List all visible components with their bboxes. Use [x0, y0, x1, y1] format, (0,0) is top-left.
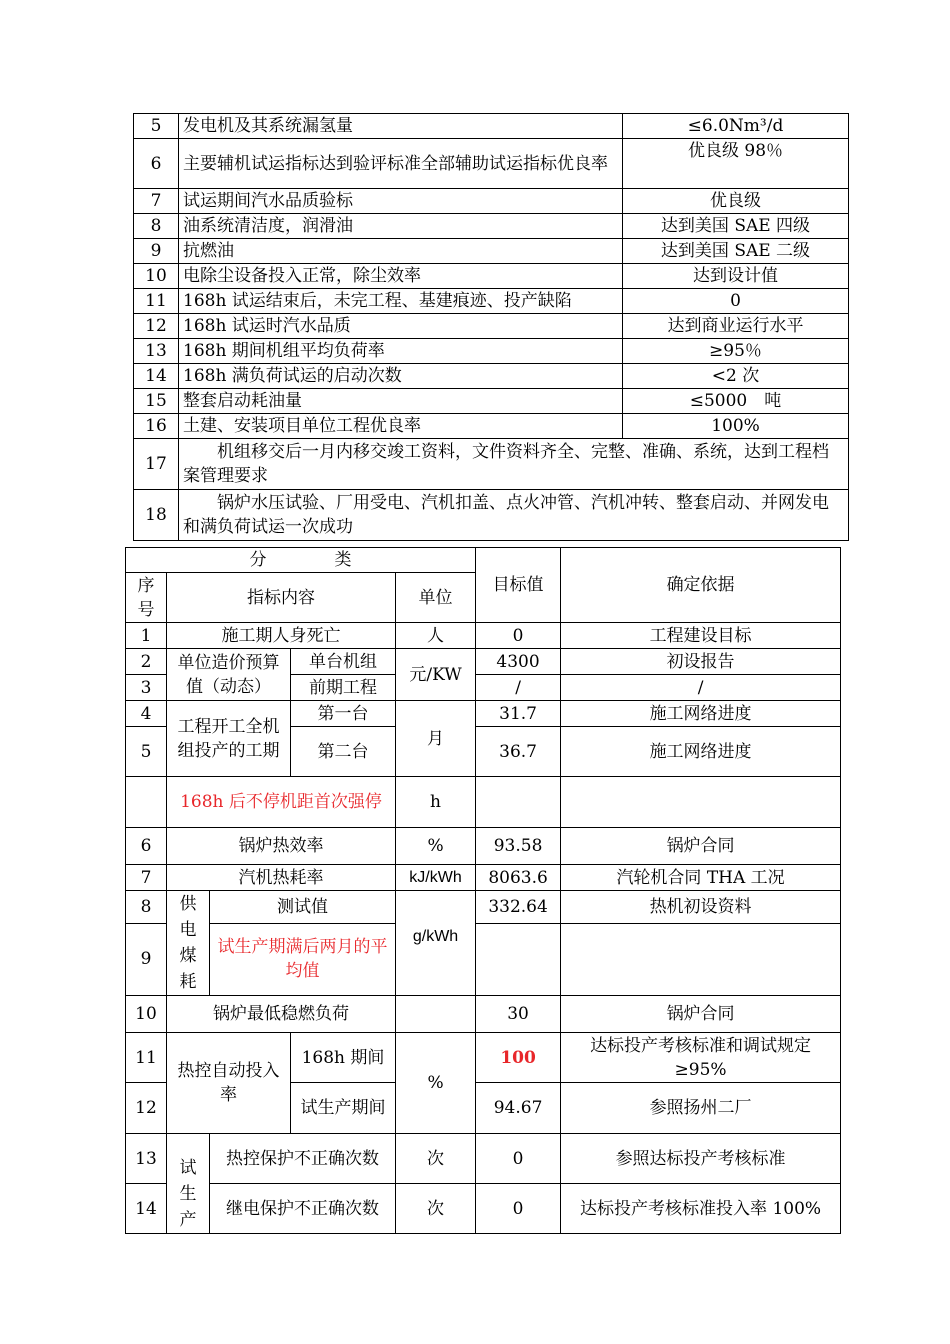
row-number: 7: [134, 189, 179, 214]
indicator-sub: 试生产期满后两月的平均值: [210, 923, 396, 995]
content-header: 指标内容: [167, 573, 396, 623]
row-value: 达到美国 SAE 二级: [623, 239, 849, 264]
basis-header: 确定依据: [561, 548, 841, 623]
row-value: 优良级: [623, 189, 849, 214]
indicator-content: 锅炉热效率: [167, 828, 396, 865]
unit-cell: %: [396, 1033, 476, 1134]
basis-cell: 锅炉合同: [561, 828, 841, 865]
row-value: 优良级 98％: [623, 139, 849, 189]
row-number: 9: [134, 239, 179, 264]
row-number: 12: [134, 314, 179, 339]
target-cell: [476, 923, 561, 995]
indicator-sub: 热控保护不正确次数: [210, 1134, 396, 1184]
target-cell: 30: [476, 996, 561, 1033]
row-value: 0: [623, 289, 849, 314]
target-cell: /: [476, 675, 561, 701]
row-item: 168h 试运结束后，未完工程、基建痕迹、投产缺陷: [179, 289, 623, 314]
row-value: ≥95％: [623, 339, 849, 364]
unit-cell: g/kWh: [396, 891, 476, 996]
row-number: 10: [126, 996, 167, 1033]
basis-cell: 工程建设目标: [561, 623, 841, 649]
row-item: 168h 试运时汽水品质: [179, 314, 623, 339]
target-cell: 31.7: [476, 701, 561, 727]
basis-cell: 达标投产考核标准投入率 100%: [561, 1184, 841, 1234]
table-row: [134, 289, 849, 314]
table-row: [126, 865, 841, 891]
indicator-sub: 第二台: [291, 727, 396, 777]
table-row: [126, 701, 841, 727]
table-row: [126, 623, 841, 649]
row-number: 11: [126, 1033, 167, 1083]
row-number: 9: [126, 923, 167, 995]
table-row: [134, 490, 849, 541]
table-row: [134, 189, 849, 214]
seq-header-text: 序号: [137, 575, 155, 620]
row-number: 8: [134, 214, 179, 239]
indicator-sub: 试生产期间: [291, 1083, 396, 1134]
basis-cell: [561, 923, 841, 995]
table-row: [126, 777, 841, 828]
unit-cell: 元/KW: [396, 649, 476, 701]
table-row: [134, 139, 849, 189]
category-header: 分 类: [126, 548, 476, 573]
row-item: 发电机及其系统漏氢量: [179, 114, 623, 139]
target-header: 目标值: [476, 548, 561, 623]
basis-cell: 初设报告: [561, 649, 841, 675]
row-number: 13: [134, 339, 179, 364]
target-cell: 4300: [476, 649, 561, 675]
unit-cell: 月: [396, 701, 476, 777]
basis-cell: 达标投产考核标准和调试规定≥95%: [561, 1033, 841, 1083]
indicator-group-text: 试生产: [179, 1158, 197, 1230]
basis-cell: [561, 777, 841, 828]
basis-cell: 施工网络进度: [561, 701, 841, 727]
unit-cell: %: [396, 828, 476, 865]
table-row: [126, 923, 841, 995]
table-row: [126, 996, 841, 1033]
header-row: [126, 548, 841, 573]
row-item: 试运期间汽水品质验标: [179, 189, 623, 214]
table-row: [134, 339, 849, 364]
table-row: [134, 439, 849, 490]
indicator-sub: 第一台: [291, 701, 396, 727]
row-value: <2 次: [623, 364, 849, 389]
indicator-content: 汽机热耗率: [167, 865, 396, 891]
row-number: 18: [134, 490, 179, 541]
basis-cell: 施工网络进度: [561, 727, 841, 777]
unit-cell: 次: [396, 1184, 476, 1234]
row-number: 5: [134, 114, 179, 139]
row-text: 机组移交后一月内移交竣工资料，文件资料齐全、完整、准确、系统，达到工程档案管理要求: [179, 439, 849, 490]
indicator-group: [167, 1134, 210, 1234]
row-number: 3: [126, 675, 167, 701]
row-number: 12: [126, 1083, 167, 1134]
row-number: 11: [134, 289, 179, 314]
row-value: 达到美国 SAE 四级: [623, 214, 849, 239]
unit-cell: [396, 996, 476, 1033]
target-cell: 0: [476, 1184, 561, 1234]
row-number: 2: [126, 649, 167, 675]
row-item: 土建、安装项目单位工程优良率: [179, 414, 623, 439]
indicator-group: [167, 891, 210, 996]
row-value: 达到商业运行水平: [623, 314, 849, 339]
row-number: 8: [126, 891, 167, 924]
target-cell: 36.7: [476, 727, 561, 777]
row-number: 17: [134, 439, 179, 490]
unit-cell: 次: [396, 1134, 476, 1184]
unit-header: 单位: [396, 573, 476, 623]
row-number: 10: [134, 264, 179, 289]
table-row: [134, 389, 849, 414]
indicator-sub: 前期工程: [291, 675, 396, 701]
criteria-table: [133, 113, 849, 541]
row-item: 油系统清洁度，润滑油: [179, 214, 623, 239]
row-number: 6: [134, 139, 179, 189]
row-text: 锅炉水压试验、厂用受电、汽机扣盖、点火冲管、汽机冲转、整套启动、并网发电和满负荷试运一次成功: [179, 490, 849, 541]
table-row: [134, 214, 849, 239]
table-row: [134, 364, 849, 389]
unit-cell: 人: [396, 623, 476, 649]
row-item: 168h 期间机组平均负荷率: [179, 339, 623, 364]
target-cell: 0: [476, 1134, 561, 1184]
unit-cell: h: [396, 777, 476, 828]
table-row: [134, 114, 849, 139]
target-cell: 100: [476, 1033, 561, 1083]
row-item: 主要辅机试运指标达到验评标准全部辅助试运指标优良率: [179, 139, 623, 189]
table-row: [126, 1033, 841, 1083]
table-row: [126, 891, 841, 924]
table-row: [126, 828, 841, 865]
row-number: 1: [126, 623, 167, 649]
row-item: 电除尘设备投入正常，除尘效率: [179, 264, 623, 289]
indicator-content: 168h 后不停机距首次强停: [167, 777, 396, 828]
indicator-content: 施工期人身死亡: [167, 623, 396, 649]
row-number: 14: [134, 364, 179, 389]
row-number: 4: [126, 701, 167, 727]
row-number: 16: [134, 414, 179, 439]
target-cell: 0: [476, 623, 561, 649]
indicator-group: 单位造价预算值（动态）: [167, 649, 291, 701]
row-number: 6: [126, 828, 167, 865]
table-row: [134, 239, 849, 264]
seq-header: [126, 573, 167, 623]
row-item: 168h 满负荷试运的启动次数: [179, 364, 623, 389]
target-cell: 93.58: [476, 828, 561, 865]
indicator-table: [125, 547, 841, 1234]
row-number: 15: [134, 389, 179, 414]
row-number: 14: [126, 1184, 167, 1234]
target-cell: 8063.6: [476, 865, 561, 891]
row-value: 100%: [623, 414, 849, 439]
row-number: 5: [126, 727, 167, 777]
row-value: ≤6.0Nm³/d: [623, 114, 849, 139]
basis-cell: /: [561, 675, 841, 701]
target-cell: 332.64: [476, 891, 561, 924]
row-value: ≤5000 吨: [623, 389, 849, 414]
indicator-group: 工程开工全机组投产的工期: [167, 701, 291, 777]
indicator-sub: 单台机组: [291, 649, 396, 675]
unit-cell: kJ/kWh: [396, 865, 476, 891]
row-number: [126, 777, 167, 828]
row-item: 抗燃油: [179, 239, 623, 264]
row-number: 7: [126, 865, 167, 891]
indicator-content: 锅炉最低稳燃负荷: [167, 996, 396, 1033]
table-row: [126, 1184, 841, 1234]
table-row: [126, 649, 841, 675]
indicator-sub: 测试值: [210, 891, 396, 924]
table-row: [134, 414, 849, 439]
indicator-group-text: 供电煤耗: [179, 894, 197, 992]
target-cell: 94.67: [476, 1083, 561, 1134]
row-value: 达到设计值: [623, 264, 849, 289]
basis-cell: 参照扬州二厂: [561, 1083, 841, 1134]
table-row: [134, 314, 849, 339]
basis-cell: 汽轮机合同 THA 工况: [561, 865, 841, 891]
indicator-group: 热控自动投入率: [167, 1033, 291, 1134]
indicator-sub: 168h 期间: [291, 1033, 396, 1083]
target-cell: [476, 777, 561, 828]
basis-cell: 锅炉合同: [561, 996, 841, 1033]
basis-cell: 参照达标投产考核标准: [561, 1134, 841, 1184]
table-row: [134, 264, 849, 289]
row-item: 整套启动耗油量: [179, 389, 623, 414]
row-number: 13: [126, 1134, 167, 1184]
basis-cell: 热机初设资料: [561, 891, 841, 924]
indicator-sub: 继电保护不正确次数: [210, 1184, 396, 1234]
table-row: [126, 1134, 841, 1184]
